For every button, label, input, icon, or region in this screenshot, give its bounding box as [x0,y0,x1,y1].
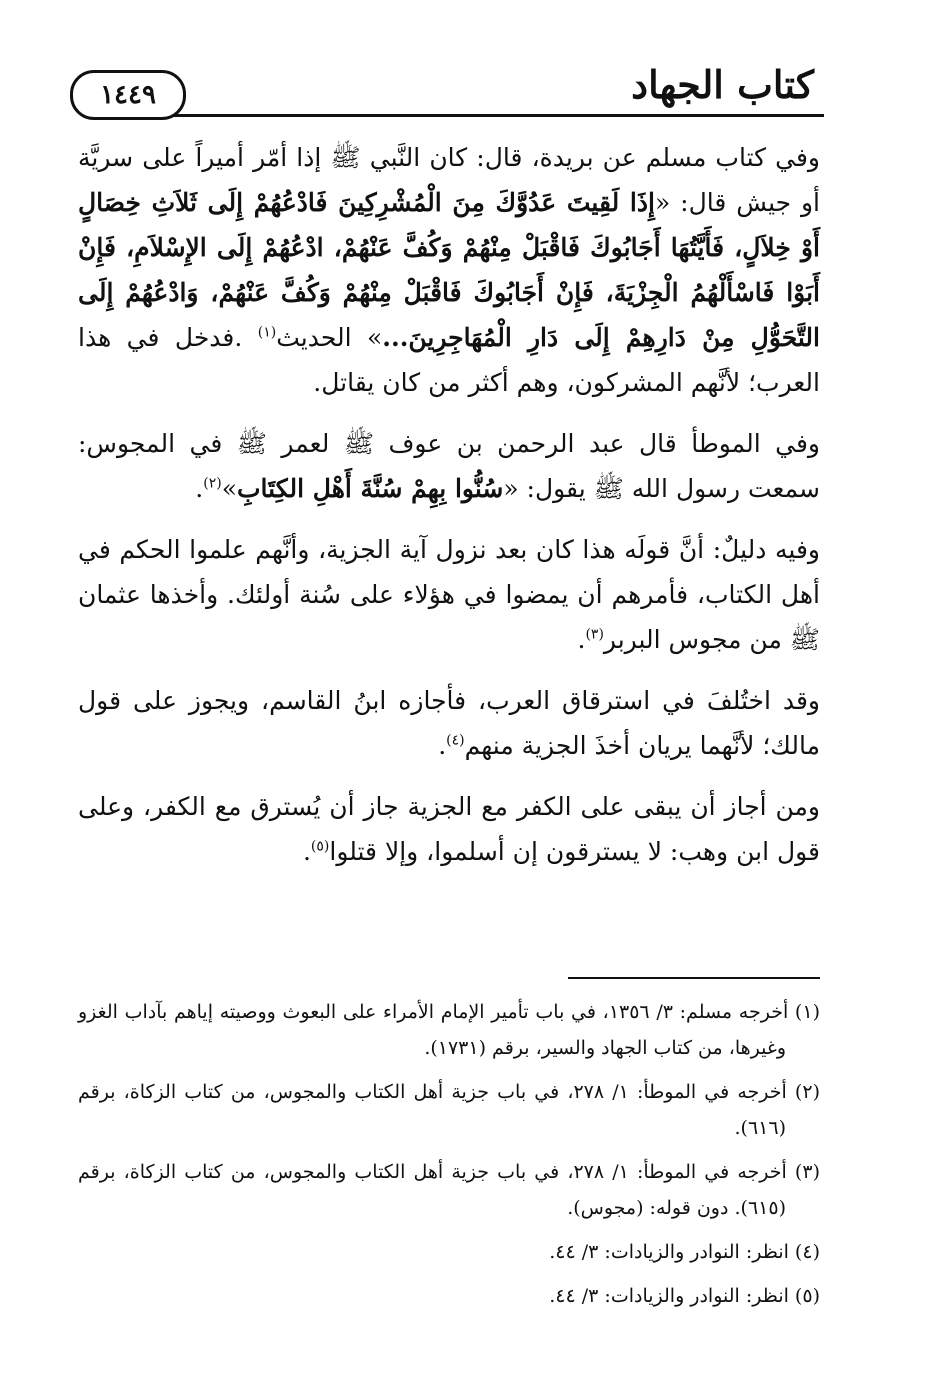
page-number-badge [70,70,186,120]
paragraph-3 [78,527,820,662]
footnotes [78,994,820,1322]
hadith-quote: إِذَا لَقِيتَ عَدُوَّكَ مِنَ الْمُشْرِكِينَ فَادْعُهُمْ إِلَى ثَلاَثِ خِصَالٍ أَوْ خِلاَلٍ، فَأَيَّتُهَا أَجَابُوكَ فَاقْبَلْ مِنْهُمْ وَكُفَّ عَنْهُمْ، ادْعُهُمْ إِلَى الإِسْلاَمِ، فَإِنْ أَبَوْا فَاسْأَلْهُمُ الْجِزْيَةَ، فَإِنْ أَجَابُوكَ فَاقْبَلْ مِنْهُمْ وَكُفَّ عَنْهُمْ، وَادْعُهُمْ إِلَى التَّحَوُّلِ مِنْ دَارِهِمْ إِلَى دَارِ الْمُهَاجِرِينَ... [78,188,820,352]
paragraph-text: . [438,731,447,760]
hadith-quote: سُنُّوا بِهِمْ سُنَّةَ أَهْلِ الكِتَابِ [237,474,504,503]
footnote-5: (٥) انظر: النوادر والزيادات: ٣/ ٤٤. [549,1285,820,1307]
footnote-marker[interactable]: (١) [257,324,277,341]
header-rule [174,114,824,117]
chapter-title: كتاب الجهاد [631,62,814,107]
page-number: ١٤٤٩ [100,80,156,110]
footnote-2: (٢) أخرجه في الموطأ: ١/ ٢٧٨، في باب جزية أهل الكتاب والمجوس، من كتاب الزكاة، برقم (٦١٦). [78,1081,820,1139]
paragraph-text: وفي كتاب مسلم عن بريدة، قال: كان النَّبي ﷺ إذا أمّر أميراً على سريَّة أو جيش قال: « [78,143,821,217]
paragraph-text: . [577,625,586,654]
footnote-marker[interactable]: (٥) [310,838,330,855]
footnote-marker[interactable]: (٣) [585,626,604,643]
paragraph-text: وفيه دليلٌ: أنَّ قولَه هذا كان بعد نزول آية الجزية، وأنَّهم علموا الحكم في أهل الكتاب، فأمرهم أن يمضوا في هؤلاء على سُنة أولئك. وأخذها عثمان ﷺ من مجوس البربر [78,535,820,654]
footnote-marker[interactable]: (٢) [203,475,222,492]
paragraph-text: .فدخل في هذا العرب؛ لأنَّهم المشركون، وهم أكثر من كان يقاتل. [78,323,820,397]
paragraph-1 [78,135,820,405]
paragraph-text: ومن أجاز أن يبقى على الكفر مع الجزية جاز أن يُسترق مع الكفر، وعلى قول ابن وهب: لا يسترقون إن أسلموا، وإلا قتلوا [78,792,820,866]
page-header [64,58,824,122]
paragraph-text: » الحديث [276,323,383,352]
footnote-1: (١) أخرجه مسلم: ٣/ ١٣٥٦، في باب تأمير الإمام الأمراء على البعوث ووصيته إياهم بآداب الغزو وغيرها، من كتاب الجهاد والسير، برقم (١٧٣١). [78,1001,820,1059]
paragraph-text: . [302,837,311,866]
paragraph-4 [78,678,820,768]
main-text [78,135,820,890]
paragraph-text: » [221,474,237,503]
paragraph-text: وفي الموطأ قال عبد الرحمن بن عوف ﷺ لعمر ﷺ في المجوس: سمعت رسول الله ﷺ يقول: « [78,429,820,503]
paragraph-text: وقد اختُلفَ في استرقاق العرب، فأجازه ابنُ القاسم، ويجوز على قول مالك؛ لأنَّهما يريان أخذَ الجزية منهم [78,686,820,760]
footnote-3: (٣) أخرجه في الموطأ: ١/ ٢٧٨، في باب جزية أهل الكتاب والمجوس، من كتاب الزكاة، برقم (٦١٥). دون قوله: (مجوس). [78,1161,820,1219]
paragraph-2 [78,421,820,511]
footnote-4: (٤) انظر: النوادر والزيادات: ٣/ ٤٤. [549,1241,820,1263]
paragraph-text: . [195,474,204,503]
paragraph-5 [78,784,820,874]
footnote-marker[interactable]: (٤) [446,732,465,749]
footnote-separator [568,977,820,979]
